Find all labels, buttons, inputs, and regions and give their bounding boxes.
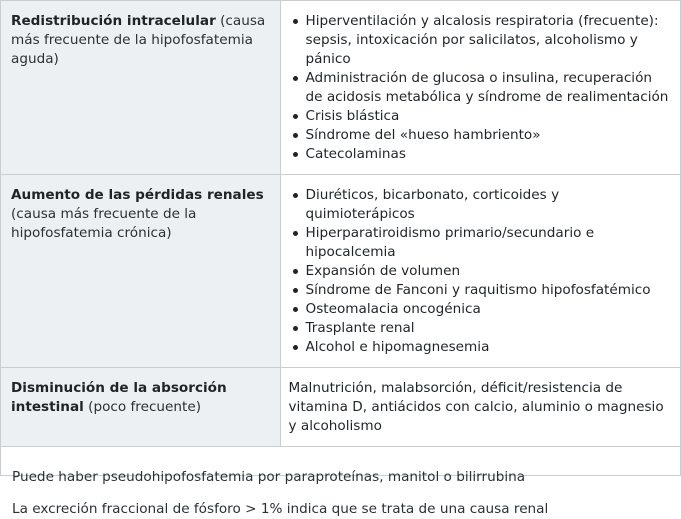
cause-note: (poco frecuente) (83, 399, 202, 415)
cause-cell (1, 368, 280, 447)
list-item: Hiperparatiroidismo primario/secundario e hipocalcemia (306, 224, 673, 262)
list-item: Administración de glucosa o insulina, recuperación de acidosis metabólica y síndrome de realimentación (306, 69, 673, 107)
detail-text: Malnutrición, malabsorción, déficit/resistencia de vitamina D, antiácidos con calcio, aluminio o magnesio y alcoholismo (288, 380, 664, 434)
cause-title: Disminución de la absorción intestinal (11, 380, 227, 415)
note-fractional-excretion: La excreción fraccional de fósforo > 1% indica que se trata de una causa renal (12, 501, 549, 517)
cause-cell (1, 1, 280, 175)
note-pseudohypophosphatemia: Puede haber pseudohipofosfatemia por paraproteínas, manitol o bilirrubina (12, 469, 526, 485)
list-item: Trasplante renal (306, 319, 673, 338)
cause-list (289, 12, 673, 164)
list-item: Crisis blástica (306, 107, 673, 126)
list-item: Catecolaminas (306, 145, 673, 164)
list-item: Síndrome del «hueso hambriento» (306, 126, 673, 145)
cause-cell (1, 175, 280, 368)
cause-note: (causa más frecuente de la hipofosfatemia aguda) (11, 13, 266, 67)
table-row (1, 175, 680, 368)
table-notes (1, 447, 680, 519)
list-item: Expansión de volumen (306, 262, 673, 281)
cause-list (289, 186, 673, 357)
list-item: Alcohol e hipomagnesemia (306, 338, 673, 357)
list-item: Diuréticos, bicarbonato, corticoides y quimioterápicos (306, 186, 673, 224)
list-item: Osteomalacia oncogénica (306, 300, 673, 319)
causes-table (1, 1, 680, 447)
table-row (1, 368, 680, 447)
cause-title: Aumento de las pérdidas renales (11, 187, 264, 203)
detail-cell (280, 1, 680, 175)
detail-cell (280, 175, 680, 368)
cause-title: Redistribución intracelular (11, 13, 216, 29)
detail-cell (280, 368, 680, 447)
cause-note: (causa más frecuente de la hipofosfatemia crónica) (11, 206, 197, 241)
list-item: Síndrome de Fanconi y raquitismo hipofosfatémico (306, 281, 673, 300)
table-row (1, 1, 680, 175)
list-item: Hiperventilación y alcalosis respiratoria (frecuente): sepsis, intoxicación por salicilatos, alcoholismo y pánico (306, 12, 673, 69)
